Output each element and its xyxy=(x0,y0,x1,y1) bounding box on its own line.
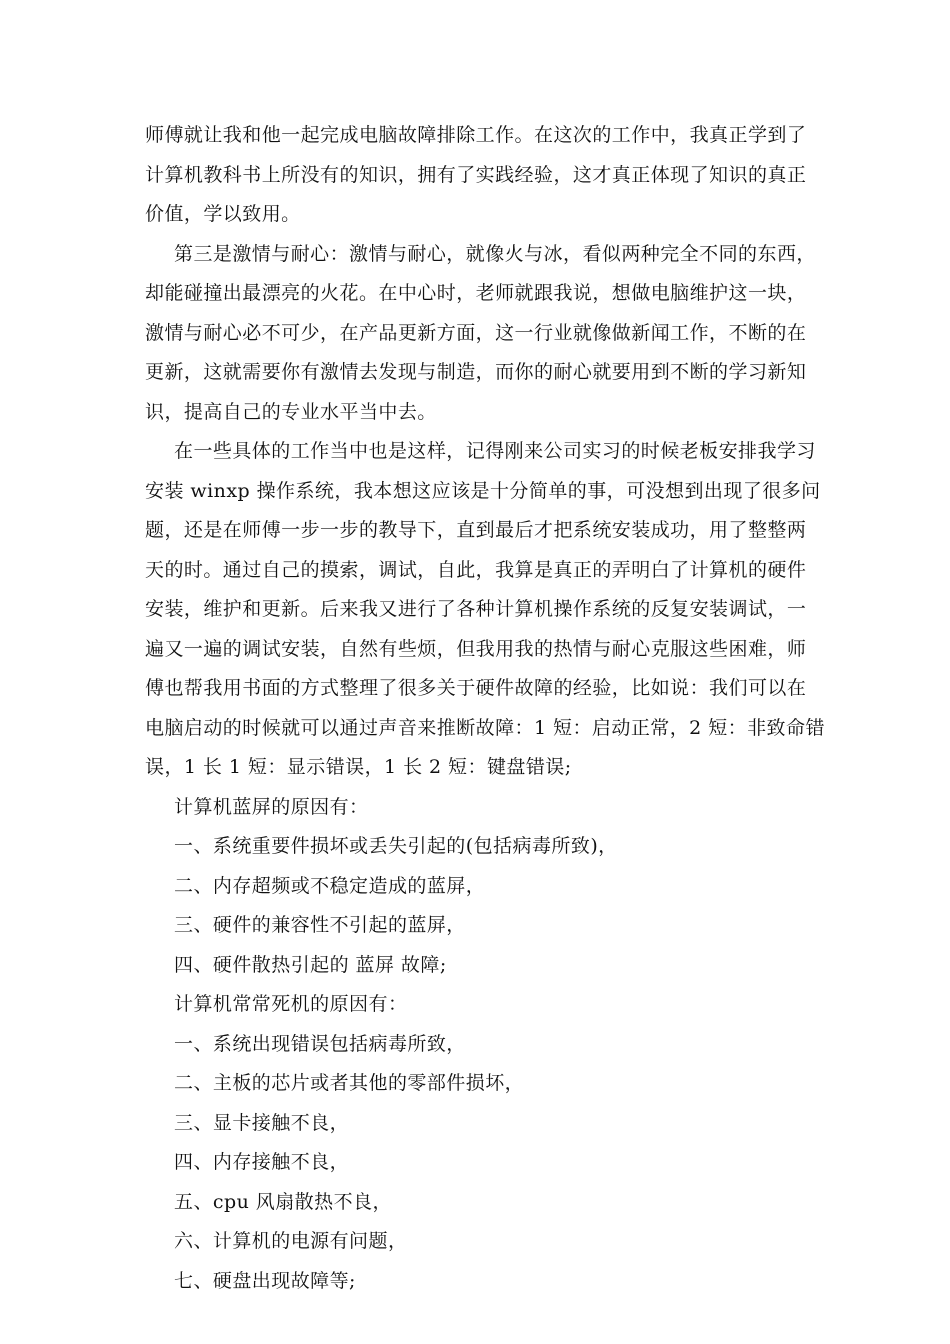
text-line: 激情与耐心必不可少，在产品更新方面，这一行业就像做新闻工作，不断的在 xyxy=(145,321,807,344)
text-line: 安装，维护和更新。后来我又进行了各种计算机操作系统的反复安装调试，一 xyxy=(145,598,807,620)
text-line: 遍又一遍的调试安装，自然有些烦，但我用我的热情与耐心克服这些困难，师 xyxy=(145,637,807,660)
text-line: 电脑启动的时候就可以通过声音来推断故障：1 短：启动正常，2 短：非致命错 xyxy=(145,716,825,739)
paragraph xyxy=(145,1183,810,1223)
paragraph xyxy=(145,946,810,986)
text-line: 天的时。通过自己的摸索，调试，自此，我算是真正的弄明白了计算机的硬件 xyxy=(145,558,807,581)
text-line: 价值，学以致用。 xyxy=(145,203,301,225)
text-line: 题，还是在师傅一步一步的教导下，直到最后才把系统安装成功，用了整整两 xyxy=(145,519,807,541)
text-line: 三、硬件的兼容性不引起的蓝屏， xyxy=(174,914,466,936)
text-line: 七、硬盘出现故障等; xyxy=(174,1269,356,1292)
text-line: 傅也帮我用书面的方式整理了很多关于硬件故障的经验，比如说：我们可以在 xyxy=(145,677,807,699)
paragraph xyxy=(145,867,810,907)
text-line: 安装 winxp 操作系统，我本想这应该是十分简单的事，可没想到出现了很多问 xyxy=(145,479,821,502)
text-line: 三、显卡接触不良， xyxy=(174,1111,350,1134)
text-line: 识，提高自己的专业水平当中去。 xyxy=(145,400,437,423)
text-line: 计算机教科书上所没有的知识，拥有了实践经验，这才真正体现了知识的真正 xyxy=(145,163,807,186)
text-line: 四、硬件散热引起的 蓝屏 故障; xyxy=(174,953,447,976)
text-line: 一、系统重要件损坏或丢失引起的(包括病毒所致)， xyxy=(174,835,618,857)
paragraph xyxy=(145,906,810,946)
text-line: 六、计算机的电源有问题， xyxy=(174,1230,408,1252)
paragraph xyxy=(145,788,810,828)
paragraph xyxy=(145,1222,810,1262)
text-line: 第三是激情与耐心：激情与耐心，就像火与冰，看似两种完全不同的东西， xyxy=(174,242,816,265)
paragraph xyxy=(145,116,810,235)
paragraph xyxy=(145,1143,810,1183)
text-line: 二、主板的芯片或者其他的零部件损坏， xyxy=(174,1072,525,1094)
paragraph xyxy=(145,985,810,1025)
text-line: 计算机蓝屏的原因有： xyxy=(174,795,369,818)
paragraph xyxy=(145,1262,810,1302)
paragraph xyxy=(145,1025,810,1065)
text-line: 四、内存接触不良， xyxy=(174,1151,350,1173)
text-line: 师傅就让我和他一起完成电脑故障排除工作。在这次的工作中，我真正学到了 xyxy=(145,124,807,146)
text-line: 五、cpu 风扇散热不良， xyxy=(174,1190,392,1213)
text-line: 却能碰撞出最漂亮的火花。在中心时，老师就跟我说，想做电脑维护这一块， xyxy=(145,282,807,304)
paragraph xyxy=(145,235,816,433)
text-line: 误，1 长 1 短：显示错误，1 长 2 短：键盘错误; xyxy=(145,756,572,778)
text-line: 二、内存超频或不稳定造成的蓝屏， xyxy=(174,874,486,897)
paragraph xyxy=(145,1064,810,1104)
text-line: 计算机常常死机的原因有： xyxy=(174,993,408,1015)
document-body xyxy=(145,116,825,1301)
paragraph xyxy=(145,1104,810,1144)
text-line: 在一些具体的工作当中也是这样，记得刚来公司实习的时候老板安排我学习 xyxy=(174,440,816,462)
text-line: 一、系统出现错误包括病毒所致， xyxy=(174,1032,466,1055)
paragraph xyxy=(145,432,825,788)
text-line: 更新，这就需要你有激情去发现与制造，而你的耐心就要用到不断的学习新知 xyxy=(145,361,807,383)
paragraph xyxy=(145,827,810,867)
